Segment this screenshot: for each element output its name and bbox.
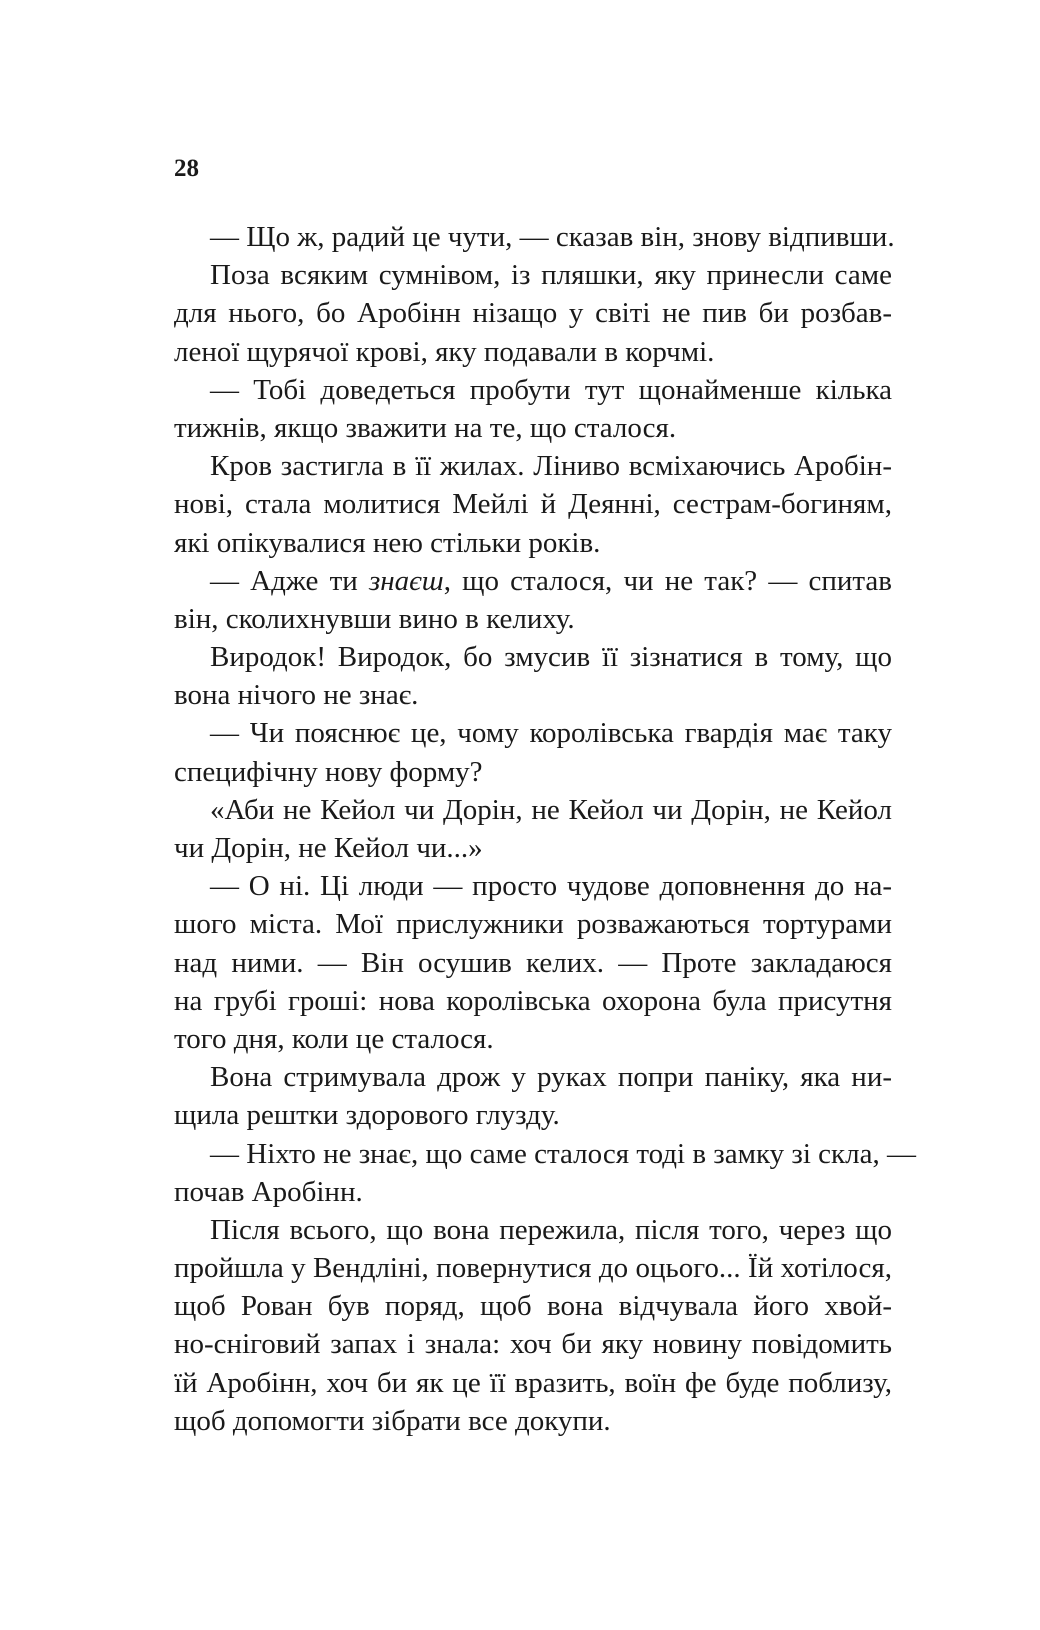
text-line: специфічну нову форму? [174,755,483,788]
text-segment: — Адже ти [210,564,369,597]
text-line: — Чи пояснює це, чому королівська гвардія має таку [210,717,892,750]
text-segment: , що сталося, чи не так? — спитав [443,564,892,597]
text-line: леної щурячої крові, яку подавали в корчмі. [174,335,715,368]
text-line: «Аби не Кейол чи Дорін, не Кейол чи Дорін, не Кейол [210,793,892,826]
body-text [174,218,916,1440]
text-line: чи Дорін, не Кейол чи...» [174,832,483,864]
text-line: того дня, коли це сталося. [174,1022,494,1055]
text-line: тижнів, якщо зважити на те, що сталося. [174,411,677,444]
italic-word: знаєш [368,564,444,597]
page-number: 28 [174,155,199,182]
text-line: — Що ж, радий це чути, — сказав він, знову відпивши. [210,221,895,253]
text-line: Поза всяким сумнівом, із пляшки, яку принесли саме [210,259,892,292]
text-line: но-сніговий запах і знала: хоч би яку новину повідомить [174,1328,892,1361]
text-line: які опікувалися нею стільки років. [174,526,601,559]
text-line: пройшла у Вендліні, повернутися до оцього... Їй хотілося, [174,1252,892,1285]
text-line: на грубі гроші: нова королівська охорона була присутня [174,984,892,1017]
text-line: над ними. — Він осушив келих. — Проте закладаюся [174,946,892,979]
text-line: почав Аробінн. [174,1175,363,1208]
text-line: — О ні. Ці люди — просто чудове доповнення до на- [210,870,892,903]
text-line: він, сколихнувши вино в келиху. [174,602,575,635]
text-line: Вона стримувала дрож у руках попри паніку, яка ни- [210,1061,892,1094]
text-line: щоб Рован був поряд, щоб вона відчувала його хвой- [174,1290,892,1323]
text-line: вона нічого не знає. [174,679,419,712]
text-line: їй Аробінн, хоч би як це її вразить, воїн фе буде поблизу, [174,1366,892,1399]
text-line: шого міста. Мої прислужники розважаються тортурами [174,908,892,941]
text-line: щила рештки здорового глузду. [174,1099,560,1132]
text-line: для нього, бо Аробінн нізащо у світі не пив би розбав- [174,297,892,330]
text-line: Кров застигла в її жилах. Ліниво всміхаючись Аробін- [210,450,892,483]
text-line: Після всього, що вона пережила, після того, через що [210,1213,892,1246]
text-line: — Ніхто не знає, що саме сталося тоді в замку зі скла, — [210,1137,916,1170]
text-line: нові, стала молитися Мейлі й Деянні, сестрам-богиням, [174,488,892,521]
text-line: щоб допомогти зібрати все докупи. [174,1404,611,1437]
text-line: Виродок! Виродок, бо змусив її зізнатися в тому, що [210,641,892,674]
text-line: — Тобі доведеться пробути тут щонайменше кілька [210,373,892,406]
text-line [174,562,892,600]
